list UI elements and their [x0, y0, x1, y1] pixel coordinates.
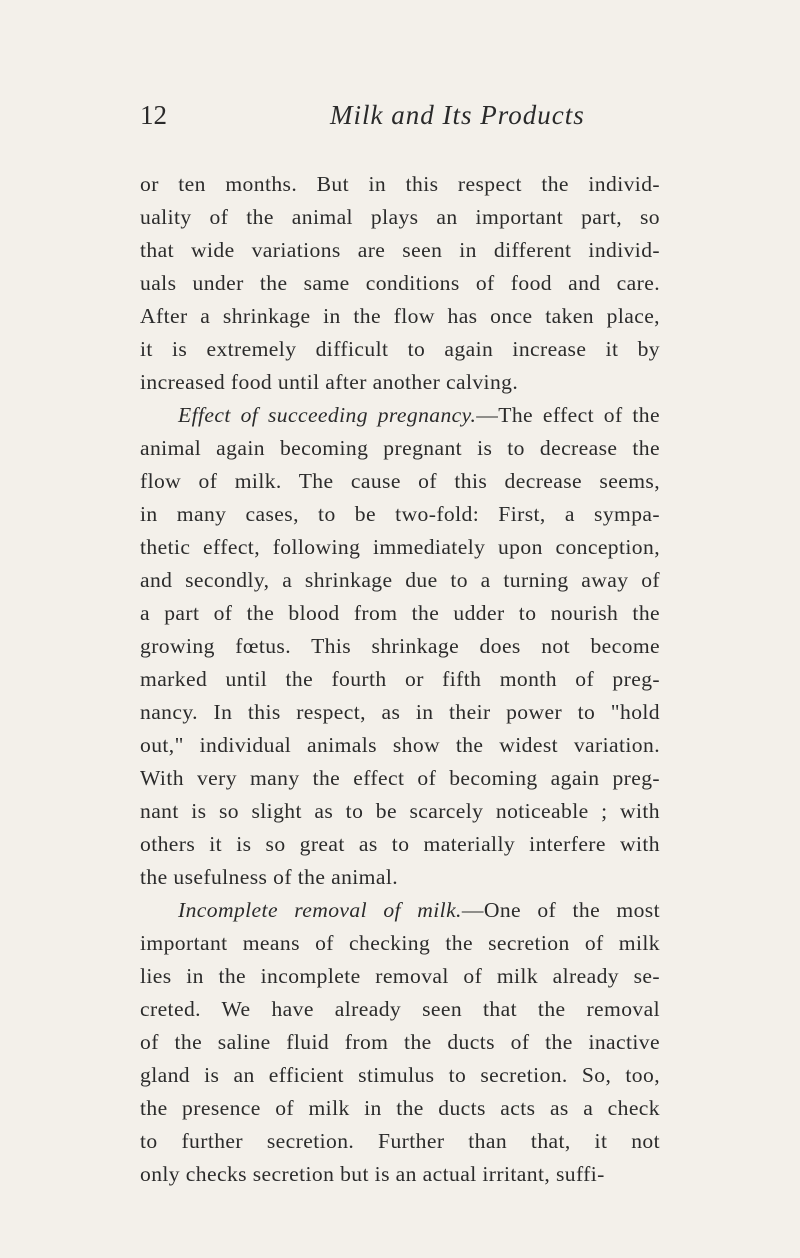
text-line: growing fœtus. This shrinkage does not become: [140, 634, 660, 658]
page-number: 12: [140, 100, 167, 130]
running-head: [140, 100, 660, 140]
text-line: With very many the effect of becoming again preg-: [140, 766, 660, 790]
text-line: the usefulness of the animal.: [140, 865, 399, 889]
text-line: it is extremely difficult to again increase it by: [140, 337, 660, 361]
text-line: thetic effect, following immediately upon conception,: [140, 535, 660, 559]
text-line: uals under the same conditions of food and care.: [140, 271, 660, 295]
text-line: to further secretion. Further than that, it not: [140, 1129, 660, 1153]
text-line: and secondly, a shrinkage due to a turning away of: [140, 568, 660, 592]
text-line: out," individual animals show the widest variation.: [140, 733, 660, 757]
text-line: marked until the fourth or fifth month of preg-: [140, 667, 660, 691]
text-line: uality of the animal plays an important part, so: [140, 205, 660, 229]
text-line: After a shrinkage in the flow has once taken place,: [140, 304, 660, 328]
text-line: of the saline fluid from the ducts of the inactive: [140, 1030, 660, 1054]
text-line: that wide variations are seen in different individ-: [140, 238, 660, 262]
text-line: increased food until after another calving.: [140, 370, 519, 394]
text-line-rest: —One of the most: [461, 898, 660, 922]
paragraph-lead-line: [140, 399, 660, 432]
text-line: a part of the blood from the udder to nourish the: [140, 601, 660, 625]
text-line: the presence of milk in the ducts acts as a check: [140, 1096, 660, 1120]
text-line: nancy. In this respect, as in their power to "hold: [140, 700, 660, 724]
text-line: others it is so great as to materially interfere with: [140, 832, 660, 856]
section-heading-incomplete-removal: Incomplete removal of milk.: [178, 898, 462, 922]
text-line: creted. We have already seen that the removal: [140, 997, 660, 1021]
text-line: flow of milk. The cause of this decrease seems,: [140, 469, 660, 493]
text-line: or ten months. But in this respect the individ-: [140, 172, 660, 196]
text-line: animal again becoming pregnant is to decrease the: [140, 436, 660, 460]
paragraph-lead-line: [140, 894, 660, 927]
text-line: lies in the incomplete removal of milk already se-: [140, 964, 660, 988]
section-heading-pregnancy: Effect of succeeding pregnancy.: [178, 403, 477, 427]
text-line: only checks secretion but is an actual irritant, suffi-: [140, 1162, 605, 1186]
text-line: gland is an efficient stimulus to secretion. So, too,: [140, 1063, 660, 1087]
running-title: Milk and Its Products: [330, 100, 585, 130]
text-line: in many cases, to be two-fold: First, a sympa-: [140, 502, 660, 526]
text-line: important means of checking the secretion of milk: [140, 931, 660, 955]
text-line: nant is so slight as to be scarcely noticeable ; with: [140, 799, 660, 823]
text-line-rest: —The effect of the: [476, 403, 660, 427]
body-text: [140, 168, 660, 1191]
